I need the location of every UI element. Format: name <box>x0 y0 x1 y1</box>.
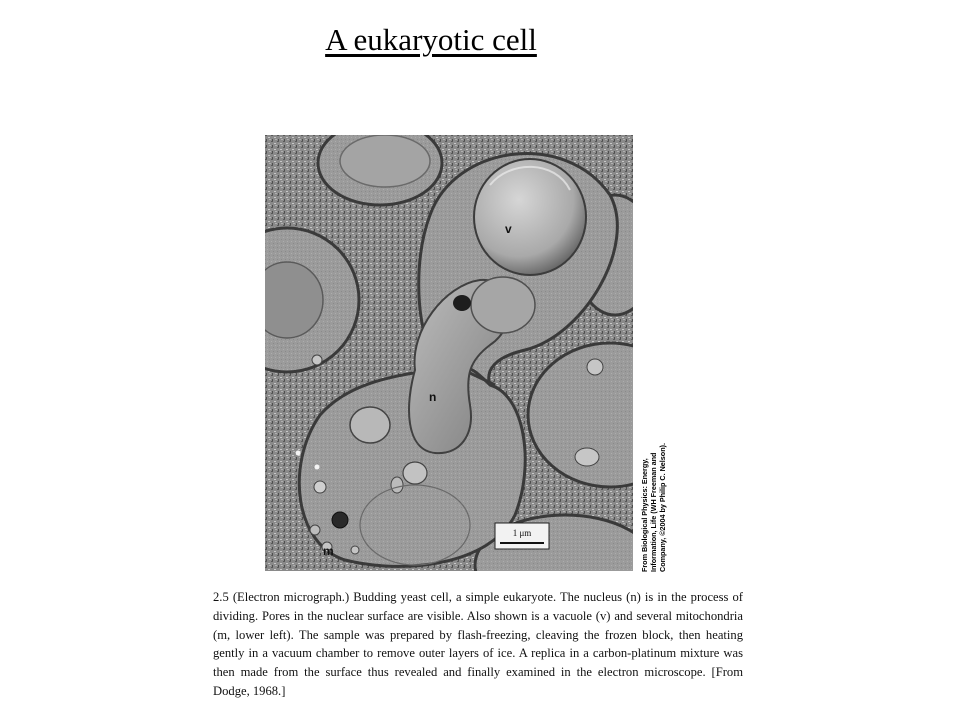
caption-number: 2.5 <box>213 590 229 604</box>
scale-bar-label: 1 μm <box>512 528 532 538</box>
nucleus-label: n <box>429 390 437 404</box>
credit-line-1: From Biological Physics: Energy, <box>640 458 649 572</box>
vacuole-label: v <box>505 222 512 236</box>
credit-line-2: Information, Life (WH Freeman and <box>649 452 658 572</box>
caption-text: (Electron micrograph.) Budding yeast cell, a simple eukaryote. The nucleus (n) is in the process of dividing. Pores in the nuclear surface are visible. Also shown is a vacuole (v) and several mitochondria (m, lower left). The sample was prepared by flash-freezing, cleaving the frozen block, then heating gently in a vacuum chamber to remove outer layers of ice. A replica in a carbon-platinum mixture was then made from the surface thus revealed and finally examined in the electron microscope. [From Dodge, 1968.] <box>213 590 743 698</box>
credit-line-3: Company, ©2004 by Philip C. Nelson). <box>658 443 667 572</box>
image-credit <box>637 438 687 572</box>
electron-micrograph <box>265 135 633 571</box>
slide-title: A eukaryotic cell <box>325 22 537 57</box>
mitochondria-label: m <box>323 544 334 558</box>
figure-caption <box>213 588 743 701</box>
